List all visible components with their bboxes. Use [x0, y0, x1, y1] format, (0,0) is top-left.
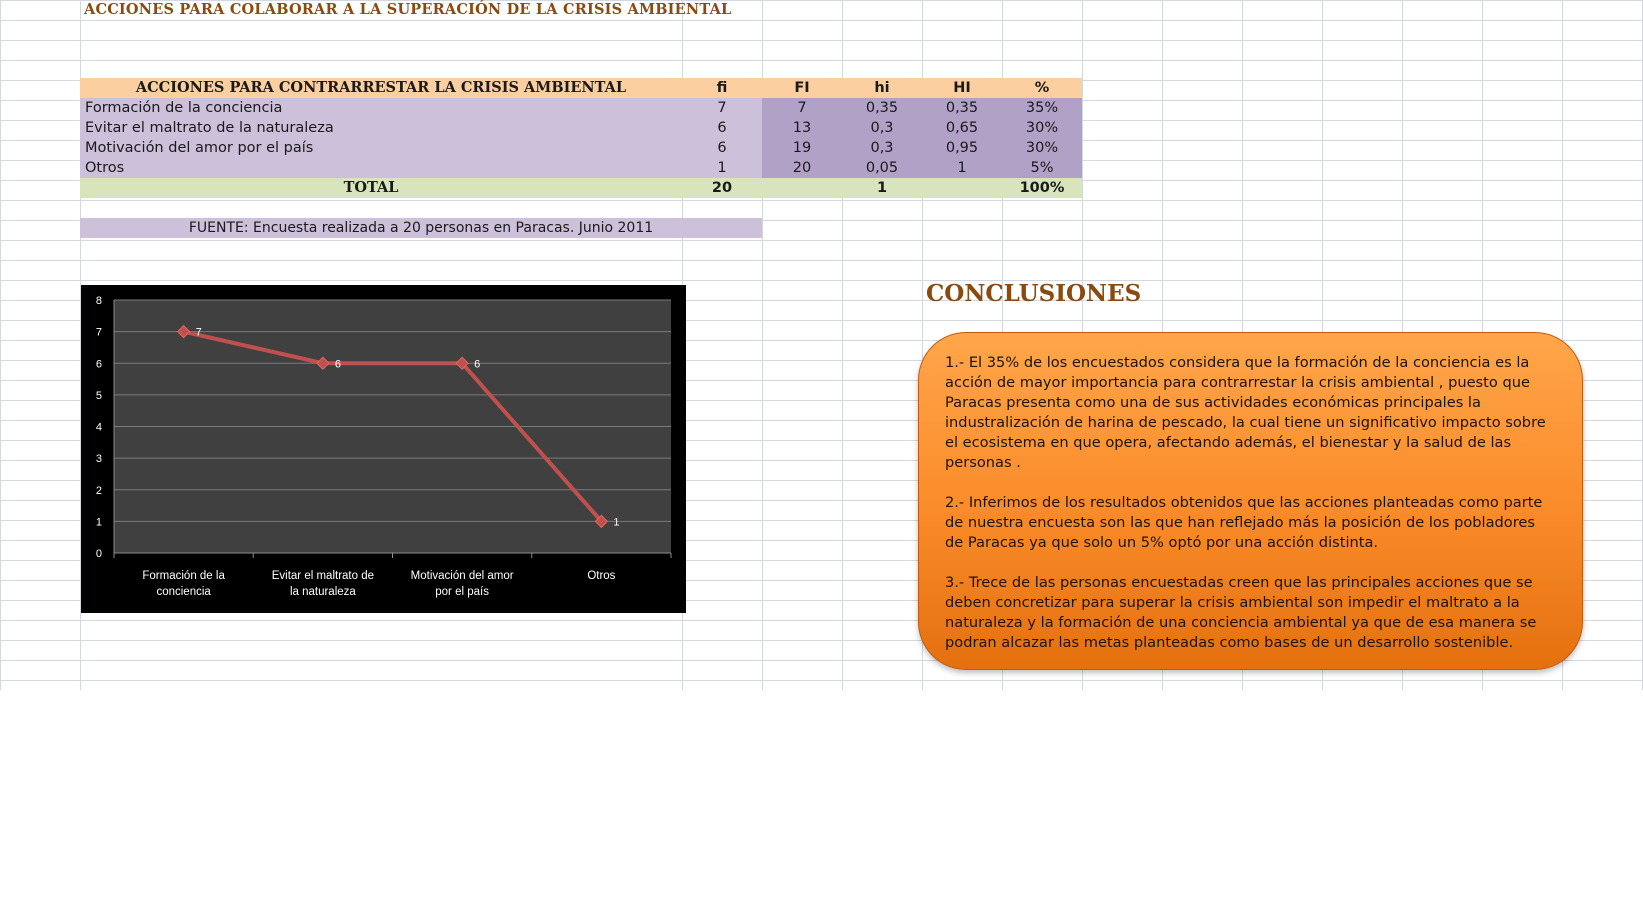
y-tick-label: 3 [95, 453, 102, 466]
x-category-label: Otros [587, 570, 616, 582]
data-label: 6 [474, 358, 481, 371]
cell-HI[interactable]: 0,65 [922, 118, 1002, 138]
header-fi[interactable]: fi [682, 78, 762, 98]
y-tick-label: 1 [95, 516, 102, 529]
total-pct[interactable]: 100% [1002, 178, 1082, 198]
cell-hi[interactable]: 0,3 [842, 138, 922, 158]
x-category-label: Evitar el maltrato de la naturaleza [271, 570, 375, 598]
cell-accion[interactable]: Formación de la conciencia [80, 98, 682, 118]
cell-fi[interactable]: 7 [682, 98, 762, 118]
header-FI[interactable]: FI [762, 78, 842, 98]
data-label: 6 [334, 358, 341, 371]
cell-FI[interactable]: 13 [762, 118, 842, 138]
header-hi[interactable]: hi [842, 78, 922, 98]
cell-fi[interactable]: 6 [682, 118, 762, 138]
conclusions-title: CONCLUSIONES [926, 280, 1142, 307]
total-FI-empty[interactable] [762, 178, 842, 198]
header-accion[interactable]: ACCIONES PARA CONTRARRESTAR LA CRISIS AMBIENTAL [80, 78, 682, 98]
header-HI[interactable]: HI [922, 78, 1002, 98]
cell-HI[interactable]: 1 [922, 158, 1002, 178]
y-tick-label: 4 [95, 421, 102, 434]
conclusion-item: 3.- Trece de las personas encuestadas creen que las principales acciones que se deben concretizar para superar la crisis ambiental son impedir el maltrato a la naturaleza y la formación de una conciencia ambiental ya que de esa manera se podran alcazar las metas planteadas como bases de un desarrollo sostenible. [945, 574, 1537, 651]
conclusions-box[interactable] [918, 332, 1583, 670]
y-tick-label: 6 [95, 358, 102, 371]
cell-HI[interactable]: 0,95 [922, 138, 1002, 158]
header-pct[interactable]: % [1002, 78, 1082, 98]
x-category-label: Motivación del amor por el país [410, 570, 514, 598]
cell-FI[interactable]: 7 [762, 98, 842, 118]
cell-HI[interactable]: 0,35 [922, 98, 1002, 118]
data-label: 7 [195, 326, 202, 339]
cell-hi[interactable]: 0,3 [842, 118, 922, 138]
cell-hi[interactable]: 0,05 [842, 158, 922, 178]
source-note[interactable]: FUENTE: Encuesta realizada a 20 personas en Paracas. Junio 2011 [80, 218, 762, 238]
conclusion-item: 2.- Inferimos de los resultados obtenidos que las acciones planteadas como parte de nuestra encuesta son las que han reflejado más la posición de los pobladores de Paracas ya que solo un 5% optó por una acción distinta. [945, 494, 1543, 551]
cell-FI[interactable]: 20 [762, 158, 842, 178]
cell-FI[interactable]: 19 [762, 138, 842, 158]
x-category-label: Formación de la conciencia [142, 570, 225, 598]
conclusion-item: 1.- El 35% de los encuestados considera que la formación de la conciencia es la acción de mayor importancia para contrarrestar la crisis ambiental , puesto que Paracas presenta como una de sus actividades económicas principales la industralización de harina de pescado, la cual tiene un significativo impacto sobre el ecosistema en que opera, afectando además, el bienestar y la salud de las personas . [945, 354, 1546, 471]
y-tick-label: 0 [95, 548, 102, 560]
cell-pct[interactable]: 30% [1002, 138, 1082, 158]
y-tick-label: 7 [95, 326, 102, 339]
total-fi[interactable]: 20 [682, 178, 762, 198]
cell-accion[interactable]: Motivación del amor por el país [80, 138, 682, 158]
cell-pct[interactable]: 5% [1002, 158, 1082, 178]
y-tick-label: 8 [95, 295, 102, 307]
cell-accion[interactable]: Otros [80, 158, 682, 178]
cell-fi[interactable]: 6 [682, 138, 762, 158]
sheet-title: ACCIONES PARA COLABORAR A LA SUPERACIÓN DE LA CRISIS AMBIENTAL [84, 1, 732, 18]
total-HI-empty[interactable] [922, 178, 1002, 198]
line-chart[interactable] [81, 285, 686, 613]
total-label[interactable]: TOTAL [80, 178, 682, 198]
cell-fi[interactable]: 1 [682, 158, 762, 178]
data-label: 1 [613, 516, 620, 529]
chart-canvas [81, 285, 686, 613]
total-hi[interactable]: 1 [842, 178, 922, 198]
y-tick-label: 2 [95, 484, 102, 497]
cell-pct[interactable]: 30% [1002, 118, 1082, 138]
cell-accion[interactable]: Evitar el maltrato de la naturaleza [80, 118, 682, 138]
cell-hi[interactable]: 0,35 [842, 98, 922, 118]
y-tick-label: 5 [95, 389, 102, 402]
cell-pct[interactable]: 35% [1002, 98, 1082, 118]
